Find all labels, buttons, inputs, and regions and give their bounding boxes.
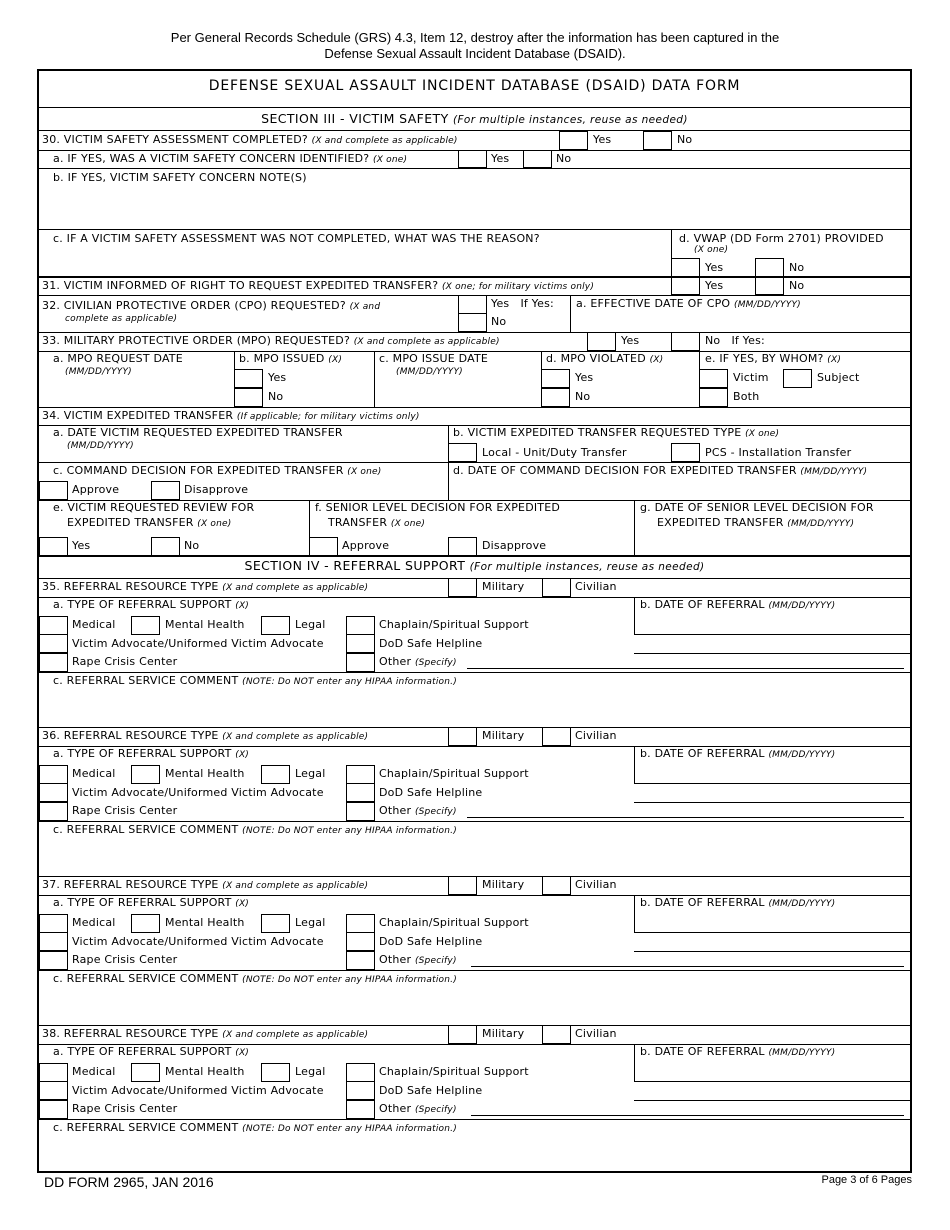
q38c-comment-field[interactable]	[40, 1135, 909, 1173]
q32-yes-checkbox[interactable]	[458, 295, 487, 314]
dsaid-form	[37, 69, 912, 1173]
form-title: DEFENSE SEXUAL ASSAULT INCIDENT DATABASE (DSAID) DATA FORM	[208, 78, 741, 94]
q30c-reason-field[interactable]	[40, 245, 670, 276]
q33a-note: (MM/DD/YYYY)	[65, 367, 132, 377]
q37-other-specify-line[interactable]	[471, 966, 904, 967]
q35-chaplain-label: Chaplain/Spiritual Support	[379, 618, 529, 631]
q37a-label: a. TYPE OF REFERRAL SUPPORT (X)	[53, 896, 250, 909]
q37-mental-health-checkbox[interactable]	[131, 914, 160, 933]
q37c-comment-field[interactable]	[40, 986, 909, 1024]
q37-dod-helpline-label: DoD Safe Helpline	[379, 935, 483, 948]
q34f-label-line-2: TRANSFER (X one)	[328, 516, 426, 529]
q35c-label: c. REFERRAL SERVICE COMMENT (NOTE: Do NOT enter any HIPAA information.)	[53, 674, 457, 687]
q34d-label: d. DATE OF COMMAND DECISION FOR EXPEDITED TRANSFER (MM/DD/YYYY)	[453, 464, 868, 477]
q32-yes-label: Yes If Yes:	[491, 297, 554, 310]
q30b-label: b. IF YES, VICTIM SAFETY CONCERN NOTE(S)	[53, 171, 307, 184]
q38b-date-field[interactable]	[636, 1059, 909, 1080]
q33d-yes-checkbox[interactable]	[541, 369, 570, 388]
q33b-no-label: No	[268, 390, 284, 403]
q33e-subject-checkbox[interactable]	[783, 369, 812, 388]
q38c-label: c. REFERRAL SERVICE COMMENT (NOTE: Do NOT enter any HIPAA information.)	[53, 1121, 457, 1134]
q38-military-checkbox[interactable]	[448, 1025, 477, 1044]
q38-medical-label: Medical	[72, 1065, 116, 1078]
q36-other-specify-line[interactable]	[467, 817, 904, 818]
q37b-date-field[interactable]	[636, 910, 909, 931]
referral-block-35	[39, 578, 910, 727]
q35-mental-health-checkbox[interactable]	[131, 616, 160, 635]
q36-rape-crisis-label: Rape Crisis Center	[72, 804, 178, 817]
q36-chaplain-checkbox[interactable]	[346, 765, 375, 784]
q36-legal-label: Legal	[295, 767, 326, 780]
q34b-pcs-checkbox[interactable]	[671, 443, 700, 462]
q35-civilian-checkbox[interactable]	[542, 578, 571, 597]
q33d-no-checkbox[interactable]	[541, 388, 570, 407]
q36c-comment-field[interactable]	[40, 837, 909, 875]
q37-other-label: Other (Specify)	[379, 953, 457, 966]
q33d-no-label: No	[575, 390, 591, 403]
q36-dod-helpline-checkbox[interactable]	[346, 783, 375, 802]
q35-victim-advocate-checkbox[interactable]	[39, 634, 68, 653]
q36-medical-label: Medical	[72, 767, 116, 780]
q38-legal-checkbox[interactable]	[261, 1063, 290, 1082]
q35-civilian-label: Civilian	[575, 580, 617, 593]
q34f-label-line-1: f. SENIOR LEVEL DECISION FOR EXPEDITED	[315, 501, 561, 514]
q30d-no-label: No	[789, 261, 805, 274]
q38-civilian-checkbox[interactable]	[542, 1025, 571, 1044]
q36b-label: b. DATE OF REFERRAL (MM/DD/YYYY)	[640, 747, 836, 760]
q31-yes-label: Yes	[705, 279, 724, 292]
q37-chaplain-checkbox[interactable]	[346, 914, 375, 933]
q38-other-checkbox[interactable]	[346, 1100, 375, 1119]
q30d-note: (X one)	[694, 245, 729, 255]
q33e-both-checkbox[interactable]	[699, 388, 728, 407]
q37-victim-advocate-label: Victim Advocate/Uniformed Victim Advocate	[72, 935, 324, 948]
q37-chaplain-label: Chaplain/Spiritual Support	[379, 916, 529, 929]
q37-medical-checkbox[interactable]	[39, 914, 68, 933]
q31-label: 31. VICTIM INFORMED OF RIGHT TO REQUEST EXPEDITED TRANSFER? (X one; for military victims only)	[42, 279, 595, 292]
q37-civilian-checkbox[interactable]	[542, 876, 571, 895]
referral-block-37	[39, 876, 910, 1025]
q34e-no-checkbox[interactable]	[151, 537, 180, 556]
q32-note: complete as applicable)	[65, 314, 178, 324]
q36-medical-checkbox[interactable]	[39, 765, 68, 784]
q32-label: 32. CIVILIAN PROTECTIVE ORDER (CPO) REQUESTED? (X and	[42, 299, 381, 312]
q37-legal-checkbox[interactable]	[261, 914, 290, 933]
q37-dod-helpline-checkbox[interactable]	[346, 932, 375, 951]
q33a-label: a. MPO REQUEST DATE	[53, 352, 183, 365]
q38-dod-helpline-label: DoD Safe Helpline	[379, 1084, 483, 1097]
q35-dod-helpline-label: DoD Safe Helpline	[379, 637, 483, 650]
q33-yes-label: Yes	[621, 334, 640, 347]
q32a-label: a. EFFECTIVE DATE OF CPO (MM/DD/YYYY)	[576, 297, 801, 310]
q38-victim-advocate-label: Victim Advocate/Uniformed Victim Advocate	[72, 1084, 324, 1097]
q32a-cpo-date-field[interactable]	[573, 311, 909, 331]
q35-victim-advocate-label: Victim Advocate/Uniformed Victim Advocate	[72, 637, 324, 650]
q38-military-label: Military	[482, 1027, 525, 1040]
q30-label: 30. VICTIM SAFETY ASSESSMENT COMPLETED? (X and complete as applicable)	[42, 133, 458, 146]
records-note-line-1: Per General Records Schedule (GRS) 4.3, Item 12, destroy after the information has been captured in the	[170, 30, 780, 45]
q34f-disapprove-checkbox[interactable]	[448, 537, 477, 556]
q35-chaplain-checkbox[interactable]	[346, 616, 375, 635]
q34g-label-line-2: EXPEDITED TRANSFER (MM/DD/YYYY)	[657, 516, 855, 529]
q30a-yes-checkbox[interactable]	[458, 150, 487, 168]
q38-dod-helpline-checkbox[interactable]	[346, 1081, 375, 1100]
q30d-yes-checkbox[interactable]	[671, 258, 700, 277]
q36-other-checkbox[interactable]	[346, 802, 375, 821]
q36-rape-crisis-checkbox[interactable]	[39, 802, 68, 821]
q37-medical-label: Medical	[72, 916, 116, 929]
q34e-no-label: No	[184, 539, 200, 552]
q37-civilian-label: Civilian	[575, 878, 617, 891]
q35-rape-crisis-label: Rape Crisis Center	[72, 655, 178, 668]
q30a-yes-label: Yes	[491, 152, 510, 165]
q34b-label: b. VICTIM EXPEDITED TRANSFER REQUESTED TYPE (X one)	[453, 426, 780, 439]
q35b-label: b. DATE OF REFERRAL (MM/DD/YYYY)	[640, 598, 836, 611]
q38a-label: a. TYPE OF REFERRAL SUPPORT (X)	[53, 1045, 250, 1058]
q36-mental-health-checkbox[interactable]	[131, 765, 160, 784]
q33e-subject-label: Subject	[817, 371, 860, 384]
q30a-no-label: No	[556, 152, 572, 165]
records-schedule-note	[0, 30, 950, 62]
q33b-yes-checkbox[interactable]	[234, 369, 263, 388]
q35b-date-field[interactable]	[636, 612, 909, 633]
q37-mental-health-label: Mental Health	[165, 916, 245, 929]
q34a-note: (MM/DD/YYYY)	[67, 441, 134, 451]
q34c-disapprove-label: Disapprove	[184, 483, 249, 496]
q36c-label: c. REFERRAL SERVICE COMMENT (NOTE: Do NOT enter any HIPAA information.)	[53, 823, 457, 836]
q36-victim-advocate-checkbox[interactable]	[39, 783, 68, 802]
q35-medical-checkbox[interactable]	[39, 616, 68, 635]
q30a-label: a. IF YES, WAS A VICTIM SAFETY CONCERN IDENTIFIED? (X one)	[53, 152, 408, 165]
q35-other-specify-line[interactable]	[467, 668, 904, 669]
q34b-pcs-label: PCS - Installation Transfer	[705, 446, 852, 459]
q36-legal-checkbox[interactable]	[261, 765, 290, 784]
q30-yes-label: Yes	[593, 133, 612, 146]
q33e-label: e. IF YES, BY WHOM? (X)	[705, 352, 842, 365]
q37-rape-crisis-checkbox[interactable]	[39, 951, 68, 970]
q38-civilian-label: Civilian	[575, 1027, 617, 1040]
q35-legal-label: Legal	[295, 618, 326, 631]
q36-civilian-checkbox[interactable]	[542, 727, 571, 746]
q35-label: 35. REFERRAL RESOURCE TYPE (X and complete as applicable)	[42, 580, 369, 593]
q30c-label: c. IF A VICTIM SAFETY ASSESSMENT WAS NOT COMPLETED, WHAT WAS THE REASON?	[53, 232, 540, 245]
q34c-disapprove-checkbox[interactable]	[151, 481, 180, 500]
q33-yes-checkbox[interactable]	[587, 332, 616, 351]
q38b-label: b. DATE OF REFERRAL (MM/DD/YYYY)	[640, 1045, 836, 1058]
q30b-notes-field[interactable]	[40, 183, 909, 228]
q31-no-label: No	[789, 279, 805, 292]
q34e-label-line-2: EXPEDITED TRANSFER (X one)	[67, 516, 232, 529]
q32-no-checkbox[interactable]	[458, 313, 487, 332]
q38-medical-checkbox[interactable]	[39, 1063, 68, 1082]
q37-label: 37. REFERRAL RESOURCE TYPE (X and complete as applicable)	[42, 878, 369, 891]
q30-no-checkbox[interactable]	[643, 131, 672, 150]
q33e-victim-label: Victim	[733, 371, 769, 384]
q38-chaplain-label: Chaplain/Spiritual Support	[379, 1065, 529, 1078]
q38-mental-health-label: Mental Health	[165, 1065, 245, 1078]
q33-label: 33. MILITARY PROTECTIVE ORDER (MPO) REQUESTED? (X and complete as applicable)	[42, 334, 500, 347]
q30a-no-checkbox[interactable]	[523, 150, 552, 168]
q35-other-checkbox[interactable]	[346, 653, 375, 672]
q37-legal-label: Legal	[295, 916, 326, 929]
q34b-local-checkbox[interactable]	[448, 443, 477, 462]
q31-no-checkbox[interactable]	[755, 277, 784, 295]
q35c-comment-field[interactable]	[40, 688, 909, 726]
q34e-label-line-1: e. VICTIM REQUESTED REVIEW FOR	[53, 501, 255, 514]
q36-dod-helpline-label: DoD Safe Helpline	[379, 786, 483, 799]
q38-other-specify-line[interactable]	[471, 1115, 904, 1116]
q36b-date-field[interactable]	[636, 761, 909, 782]
q33c-label: c. MPO ISSUE DATE	[379, 352, 489, 365]
referral-block-38	[39, 1025, 910, 1174]
q33b-yes-label: Yes	[268, 371, 287, 384]
q32-no-label: No	[491, 315, 507, 328]
q37-rape-crisis-label: Rape Crisis Center	[72, 953, 178, 966]
q35-legal-checkbox[interactable]	[261, 616, 290, 635]
q34c-approve-checkbox[interactable]	[39, 481, 68, 500]
q33-no-label: No If Yes:	[705, 334, 765, 347]
q33e-victim-checkbox[interactable]	[699, 369, 728, 388]
q38-label: 38. REFERRAL RESOURCE TYPE (X and complete as applicable)	[42, 1027, 369, 1040]
records-note-line-2: Defense Sexual Assault Incident Database (DSAID).	[324, 46, 626, 61]
q34f-approve-checkbox[interactable]	[309, 537, 338, 556]
q33b-no-checkbox[interactable]	[234, 388, 263, 407]
q34c-label: c. COMMAND DECISION FOR EXPEDITED TRANSFER (X one)	[53, 464, 382, 477]
section-3-title: SECTION III - VICTIM SAFETY (For multiple instances, reuse as needed)	[261, 111, 688, 126]
section-4-title: SECTION IV - REFERRAL SUPPORT (For multiple instances, reuse as needed)	[244, 558, 705, 573]
form-number: DD FORM 2965, JAN 2016	[44, 1174, 214, 1190]
q36-civilian-label: Civilian	[575, 729, 617, 742]
q36-military-label: Military	[482, 729, 525, 742]
q35-military-checkbox[interactable]	[448, 578, 477, 597]
q37b-label: b. DATE OF REFERRAL (MM/DD/YYYY)	[640, 896, 836, 909]
q36-other-label: Other (Specify)	[379, 804, 457, 817]
q34a-label: a. DATE VICTIM REQUESTED EXPEDITED TRANSFER	[53, 426, 343, 439]
q34f-approve-label: Approve	[342, 539, 390, 552]
q36-mental-health-label: Mental Health	[165, 767, 245, 780]
q36a-label: a. TYPE OF REFERRAL SUPPORT (X)	[53, 747, 250, 760]
q36-chaplain-label: Chaplain/Spiritual Support	[379, 767, 529, 780]
q37-military-label: Military	[482, 878, 525, 891]
q35-mental-health-label: Mental Health	[165, 618, 245, 631]
q35-other-label: Other (Specify)	[379, 655, 457, 668]
q33d-label: d. MPO VIOLATED (X)	[546, 352, 664, 365]
q34c-approve-label: Approve	[72, 483, 120, 496]
q37-military-checkbox[interactable]	[448, 876, 477, 895]
q34e-yes-label: Yes	[72, 539, 91, 552]
q33-no-checkbox[interactable]	[671, 332, 700, 351]
q30-yes-checkbox[interactable]	[559, 131, 588, 150]
q35-medical-label: Medical	[72, 618, 116, 631]
q33c-note: (MM/DD/YYYY)	[396, 367, 463, 377]
q38-victim-advocate-checkbox[interactable]	[39, 1081, 68, 1100]
q35-rape-crisis-checkbox[interactable]	[39, 653, 68, 672]
q36-victim-advocate-label: Victim Advocate/Uniformed Victim Advocate	[72, 786, 324, 799]
q33b-label: b. MPO ISSUED (X)	[239, 352, 343, 365]
q38-mental-health-checkbox[interactable]	[131, 1063, 160, 1082]
q34e-yes-checkbox[interactable]	[39, 537, 68, 556]
q38-legal-label: Legal	[295, 1065, 326, 1078]
q38-rape-crisis-checkbox[interactable]	[39, 1100, 68, 1119]
q34b-local-label: Local - Unit/Duty Transfer	[482, 446, 627, 459]
q35-military-label: Military	[482, 580, 525, 593]
q34f-disapprove-label: Disapprove	[482, 539, 547, 552]
q34g-label-line-1: g. DATE OF SENIOR LEVEL DECISION FOR	[640, 501, 874, 514]
q30d-no-checkbox[interactable]	[755, 258, 784, 277]
q35a-label: a. TYPE OF REFERRAL SUPPORT (X)	[53, 598, 250, 611]
q36-military-checkbox[interactable]	[448, 727, 477, 746]
q37-other-checkbox[interactable]	[346, 951, 375, 970]
q38-other-label: Other (Specify)	[379, 1102, 457, 1115]
q36-label: 36. REFERRAL RESOURCE TYPE (X and complete as applicable)	[42, 729, 369, 742]
q31-yes-checkbox[interactable]	[671, 277, 700, 295]
q37-victim-advocate-checkbox[interactable]	[39, 932, 68, 951]
q33e-both-label: Both	[733, 390, 760, 403]
q38-chaplain-checkbox[interactable]	[346, 1063, 375, 1082]
q30d-yes-label: Yes	[705, 261, 724, 274]
q30d-label: d. VWAP (DD Form 2701) PROVIDED	[679, 232, 884, 245]
page-number: Page 3 of 6 Pages	[821, 1174, 912, 1186]
q38-rape-crisis-label: Rape Crisis Center	[72, 1102, 178, 1115]
q33d-yes-label: Yes	[575, 371, 594, 384]
q37c-label: c. REFERRAL SERVICE COMMENT (NOTE: Do NOT enter any HIPAA information.)	[53, 972, 457, 985]
referral-block-36	[39, 727, 910, 876]
q30-no-label: No	[677, 133, 693, 146]
q34-label: 34. VICTIM EXPEDITED TRANSFER (If applicable; for military victims only)	[42, 409, 420, 422]
q35-dod-helpline-checkbox[interactable]	[346, 634, 375, 653]
